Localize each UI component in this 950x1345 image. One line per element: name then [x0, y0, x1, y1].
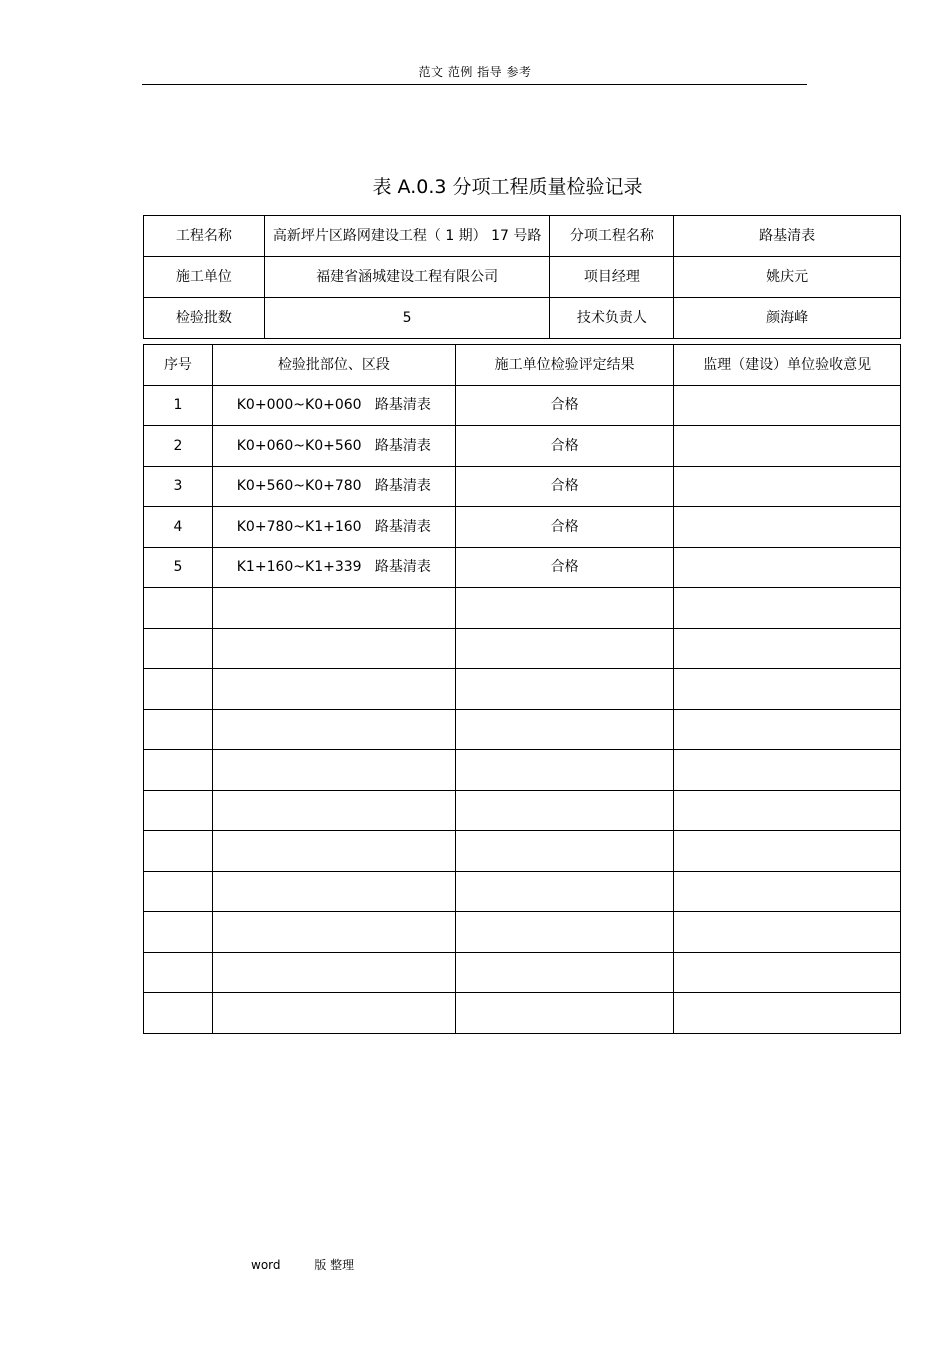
row-section — [212, 912, 455, 953]
row-section: K0+060~K0+560 路基清表 — [212, 426, 455, 467]
row-opinion — [674, 466, 901, 507]
contractor-value: 福建省涵城建设工程有限公司 — [264, 257, 550, 298]
footer-left: word — [251, 1258, 281, 1272]
row-section — [212, 750, 455, 791]
table-row — [144, 426, 901, 467]
page-header: 范文 范例 指导 参考 — [418, 65, 532, 79]
row-result — [455, 952, 674, 993]
row-result — [455, 628, 674, 669]
table-row — [144, 952, 901, 993]
batches-value: 5 — [264, 298, 550, 339]
row-result: 合格 — [455, 507, 674, 548]
row-result — [455, 831, 674, 872]
row-result — [455, 912, 674, 953]
row-number — [144, 750, 213, 791]
row-section: K0+000~K0+060 路基清表 — [212, 385, 455, 426]
row-opinion — [674, 547, 901, 588]
batches-label: 检验批数 — [144, 298, 265, 339]
row-result: 合格 — [455, 385, 674, 426]
row-result: 合格 — [455, 426, 674, 467]
sub-project-label: 分项工程名称 — [550, 216, 674, 257]
table-row — [144, 466, 901, 507]
footer-right: 版 整理 — [314, 1258, 355, 1272]
table-row — [144, 831, 901, 872]
row-number: 1 — [144, 385, 213, 426]
column-header: 施工单位检验评定结果 — [455, 345, 674, 386]
row-number — [144, 588, 213, 629]
row-number — [144, 993, 213, 1034]
row-section — [212, 669, 455, 710]
row-opinion — [674, 952, 901, 993]
row-result: 合格 — [455, 547, 674, 588]
row-opinion — [674, 385, 901, 426]
table-row — [144, 709, 901, 750]
row-number — [144, 709, 213, 750]
row-opinion — [674, 750, 901, 791]
page-title: 表 A.0.3 分项工程质量检验记录 — [372, 176, 643, 198]
row-result — [455, 750, 674, 791]
info-row — [144, 216, 901, 257]
row-result — [455, 871, 674, 912]
contractor-label: 施工单位 — [144, 257, 265, 298]
row-number: 2 — [144, 426, 213, 467]
row-opinion — [674, 790, 901, 831]
table-row — [144, 669, 901, 710]
row-result — [455, 709, 674, 750]
table-row — [144, 912, 901, 953]
table-row — [144, 547, 901, 588]
manager-label: 项目经理 — [550, 257, 674, 298]
row-opinion — [674, 912, 901, 953]
info-row — [144, 257, 901, 298]
table-row — [144, 871, 901, 912]
row-section — [212, 790, 455, 831]
table-row — [144, 507, 901, 548]
column-header: 监理（建设）单位验收意见 — [674, 345, 901, 386]
table-row — [144, 790, 901, 831]
row-section: K0+780~K1+160 路基清表 — [212, 507, 455, 548]
row-number — [144, 952, 213, 993]
row-opinion — [674, 588, 901, 629]
row-section — [212, 628, 455, 669]
tech-value: 颜海峰 — [674, 298, 901, 339]
row-section — [212, 831, 455, 872]
row-number — [144, 669, 213, 710]
row-opinion — [674, 426, 901, 467]
row-section — [212, 709, 455, 750]
row-section — [212, 588, 455, 629]
row-opinion — [674, 831, 901, 872]
column-header: 序号 — [144, 345, 213, 386]
row-number — [144, 871, 213, 912]
table-row — [144, 588, 901, 629]
manager-value: 姚庆元 — [674, 257, 901, 298]
table-row — [144, 750, 901, 791]
row-number — [144, 628, 213, 669]
row-section — [212, 871, 455, 912]
row-number — [144, 790, 213, 831]
table-row — [144, 385, 901, 426]
row-section: K0+560~K0+780 路基清表 — [212, 466, 455, 507]
row-section — [212, 952, 455, 993]
row-result — [455, 790, 674, 831]
table-row — [144, 993, 901, 1034]
row-opinion — [674, 669, 901, 710]
row-number: 5 — [144, 547, 213, 588]
row-section: K1+160~K1+339 路基清表 — [212, 547, 455, 588]
row-result — [455, 669, 674, 710]
table-row — [144, 628, 901, 669]
tech-label: 技术负责人 — [550, 298, 674, 339]
info-table — [143, 215, 901, 339]
row-opinion — [674, 993, 901, 1034]
row-section — [212, 993, 455, 1034]
row-opinion — [674, 709, 901, 750]
row-number — [144, 912, 213, 953]
header-divider — [142, 84, 807, 85]
sub-project-value: 路基清表 — [674, 216, 901, 257]
row-opinion — [674, 507, 901, 548]
table-body — [144, 385, 901, 1033]
row-number: 3 — [144, 466, 213, 507]
info-row — [144, 298, 901, 339]
row-result: 合格 — [455, 466, 674, 507]
project-value: 高新坪片区路网建设工程（ 1 期） 17 号路 — [264, 216, 550, 257]
page-footer — [251, 1256, 384, 1273]
row-number: 4 — [144, 507, 213, 548]
row-number — [144, 831, 213, 872]
inspection-table — [143, 344, 901, 1034]
row-result — [455, 588, 674, 629]
row-result — [455, 993, 674, 1034]
project-label: 工程名称 — [144, 216, 265, 257]
row-opinion — [674, 628, 901, 669]
table-header-row — [144, 345, 901, 386]
column-header: 检验批部位、区段 — [212, 345, 455, 386]
row-opinion — [674, 871, 901, 912]
